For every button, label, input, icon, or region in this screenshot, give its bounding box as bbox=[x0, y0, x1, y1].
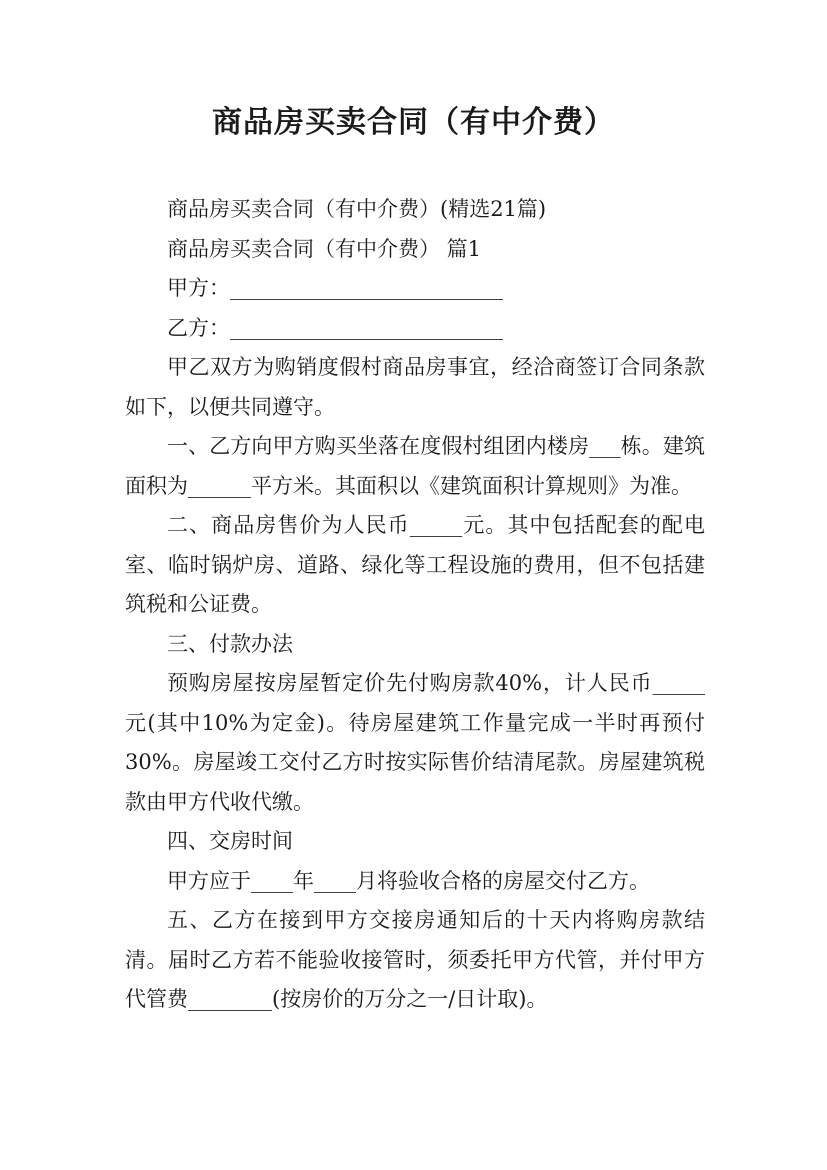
payment-paragraph: 预购房屋按房屋暂定价先付购房款40%，计人民币_____元(其中10%为定金)。待房屋建筑工作量完成一半时再预付30%。房屋竣工交付乙方时按实际售价结清尾款。房屋建筑税款由甲方代收代缴。 bbox=[125, 671, 705, 814]
subtitle-paragraph: 商品房买卖合同（有中介费）(精选21篇) bbox=[167, 197, 547, 221]
document-title: 商品房买卖合同（有中介费） bbox=[212, 105, 615, 140]
clause-1-paragraph: 一、乙方向甲方购买坐落在度假村组团内楼房___栋。建筑面积为______平方米。其面积以《建筑面积计算规则》为准。 bbox=[125, 434, 705, 498]
party-a-line: 甲方：__________________________ bbox=[167, 276, 503, 300]
intro-paragraph: 甲乙双方为购销度假村商品房事宜，经洽商签订合同条款如下，以便共同遵守。 bbox=[125, 355, 705, 419]
delivery-paragraph: 甲方应于____年____月将验收合格的房屋交付乙方。 bbox=[167, 868, 650, 893]
clause-3-heading: 三、付款办法 bbox=[167, 631, 293, 656]
party-b-line: 乙方：__________________________ bbox=[167, 315, 503, 340]
clause-2-paragraph: 二、商品房售价为人民币_____元。其中包括配套的配电室、临时锅炉房、道路、绿化等工程设施的费用，但不包括建筑税和公证费。 bbox=[125, 513, 705, 616]
section-heading: 商品房买卖合同（有中介费） 篇1 bbox=[167, 236, 482, 261]
clause-5-paragraph: 五、乙方在接到甲方交接房通知后的十天内将购房款结清。届时乙方若不能验收接管时，须委托甲方代管，并付甲方代管费________(按房价的万分之一/日计取)。 bbox=[125, 908, 705, 1011]
clause-4-heading: 四、交房时间 bbox=[167, 829, 293, 853]
document-body bbox=[125, 190, 705, 1020]
